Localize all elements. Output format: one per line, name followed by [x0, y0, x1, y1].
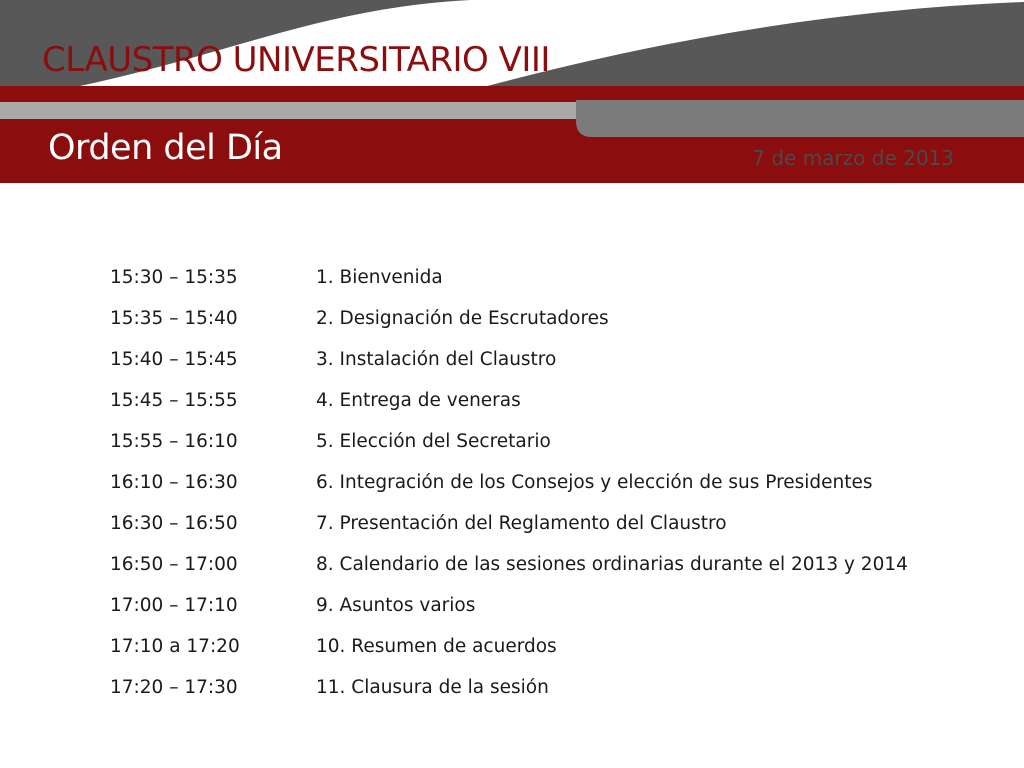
- agenda-item: 7. Presentación del Reglamento del Claustro: [316, 513, 727, 534]
- agenda-row: [110, 585, 990, 626]
- agenda-row: [110, 421, 990, 462]
- agenda-time: 15:55 – 16:10: [110, 431, 238, 452]
- agenda-item: 4. Entrega de veneras: [316, 390, 521, 411]
- agenda-item: 1. Bienvenida: [316, 267, 443, 288]
- agenda-time: 16:50 – 17:00: [110, 554, 238, 575]
- agenda-row: [110, 626, 990, 667]
- agenda-item: 10. Resumen de acuerdos: [316, 636, 557, 657]
- agenda-item: 5. Elección del Secretario: [316, 431, 551, 452]
- slide-header: [0, 0, 1024, 185]
- agenda-row: [110, 462, 990, 503]
- page-subtitle: Orden del Día: [48, 128, 283, 168]
- red-thin-band: [0, 86, 1024, 102]
- agenda-item: 2. Designación de Escrutadores: [316, 308, 609, 329]
- agenda-row: [110, 298, 990, 339]
- agenda-item: 11. Clausura de la sesión: [316, 677, 549, 698]
- agenda-time: 16:30 – 16:50: [110, 513, 238, 534]
- agenda-row: [110, 339, 990, 380]
- agenda-row: [110, 257, 990, 298]
- agenda-row: [110, 380, 990, 421]
- agenda-time: 17:20 – 17:30: [110, 677, 238, 698]
- agenda-time: 17:10 a 17:20: [110, 636, 240, 657]
- agenda-time: 15:30 – 15:35: [110, 267, 238, 288]
- agenda-item: 8. Calendario de las sesiones ordinarias durante el 2013 y 2014: [316, 554, 908, 575]
- agenda-time: 15:45 – 15:55: [110, 390, 238, 411]
- date-label: 7 de marzo de 2013: [752, 146, 954, 170]
- agenda-list: [110, 257, 990, 708]
- agenda-time: 16:10 – 16:30: [110, 472, 238, 493]
- agenda-time: 17:00 – 17:10: [110, 595, 238, 616]
- agenda-time: 15:40 – 15:45: [110, 349, 238, 370]
- agenda-item: 3. Instalación del Claustro: [316, 349, 557, 370]
- agenda-item: 9. Asuntos varios: [316, 595, 476, 616]
- agenda-row: [110, 667, 990, 708]
- agenda-time: 15:35 – 15:40: [110, 308, 238, 329]
- agenda-item: 6. Integración de los Consejos y elección de sus Presidentes: [316, 472, 873, 493]
- agenda-row: [110, 503, 990, 544]
- agenda-row: [110, 544, 990, 585]
- gray-tab: [576, 100, 1024, 137]
- page-title: CLAUSTRO UNIVERSITARIO VIII: [42, 40, 550, 80]
